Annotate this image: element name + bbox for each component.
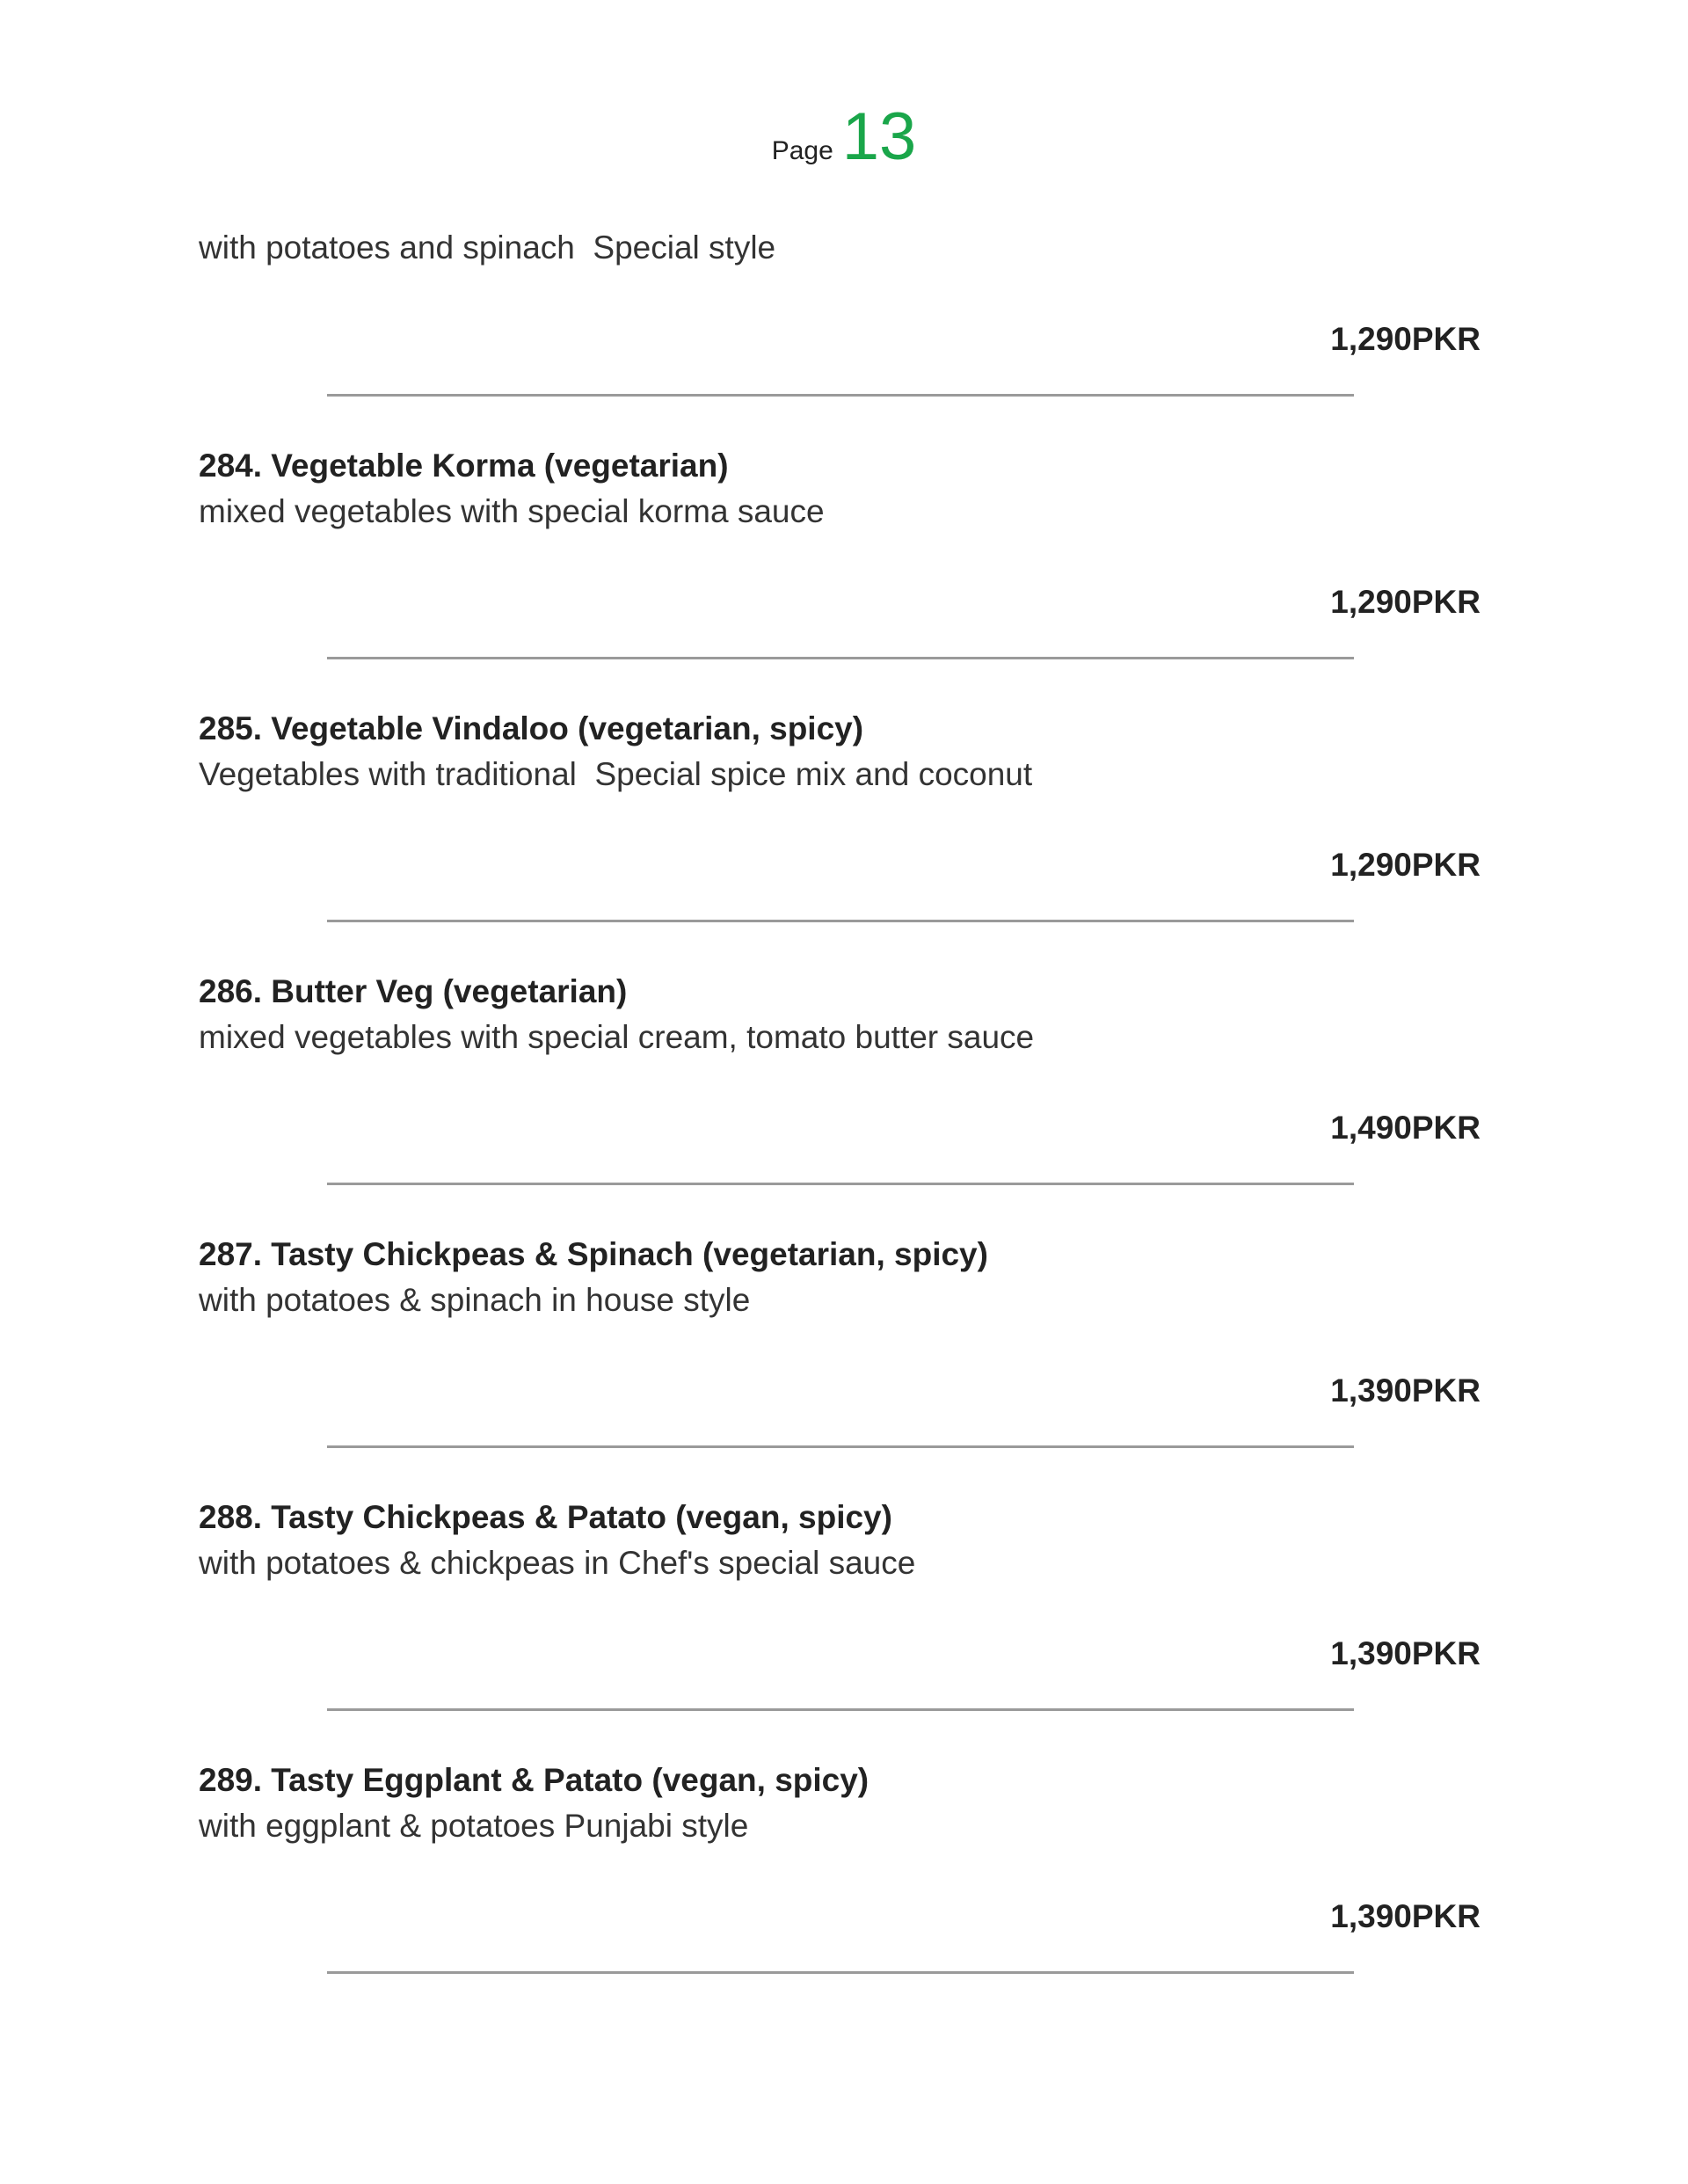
divider [327, 1708, 1354, 1711]
divider [327, 1183, 1354, 1185]
divider [327, 657, 1354, 659]
menu-item-title: 286. Butter Veg (vegetarian) [199, 973, 628, 1009]
menu-item-price: 1,390PKR [1330, 1635, 1481, 1671]
menu-item-price: 1,390PKR [1330, 1898, 1481, 1934]
menu-item-title: 287. Tasty Chickpeas & Spinach (vegetarian, spicy) [199, 1236, 988, 1272]
menu-item-description: Vegetables with traditional Special spice mix and coconut [199, 756, 1033, 792]
page-number: 13 [841, 99, 917, 174]
menu-item-price: 1,290PKR [1330, 847, 1481, 883]
divider [327, 394, 1354, 397]
divider [327, 1971, 1354, 1974]
page-header [0, 99, 1688, 174]
menu-item-description: mixed vegetables with special cream, tomato butter sauce [199, 1019, 1035, 1055]
menu-item-title: 285. Vegetable Vindaloo (vegetarian, spicy) [199, 710, 864, 746]
menu-item-title: 284. Vegetable Korma (vegetarian) [199, 448, 729, 484]
menu-item-description: with eggplant & potatoes Punjabi style [199, 1808, 749, 1844]
menu-item-price: 1,390PKR [1330, 1372, 1481, 1409]
continued-item-description: with potatoes and spinach Special style [199, 229, 776, 266]
menu-item-description: with potatoes & chickpeas in Chef's special sauce [199, 1545, 916, 1581]
page-label: Page [771, 136, 833, 165]
menu-item-description: with potatoes & spinach in house style [199, 1282, 751, 1318]
divider [327, 920, 1354, 922]
menu-item-price: 1,490PKR [1330, 1110, 1481, 1146]
continued-item-price: 1,290PKR [1330, 321, 1481, 357]
divider [327, 1445, 1354, 1448]
menu-item-price: 1,290PKR [1330, 584, 1481, 620]
menu-item-description: mixed vegetables with special korma sauce [199, 493, 825, 529]
menu-item-title: 288. Tasty Chickpeas & Patato (vegan, spicy) [199, 1499, 892, 1535]
menu-item-title: 289. Tasty Eggplant & Patato (vegan, spicy) [199, 1762, 869, 1798]
